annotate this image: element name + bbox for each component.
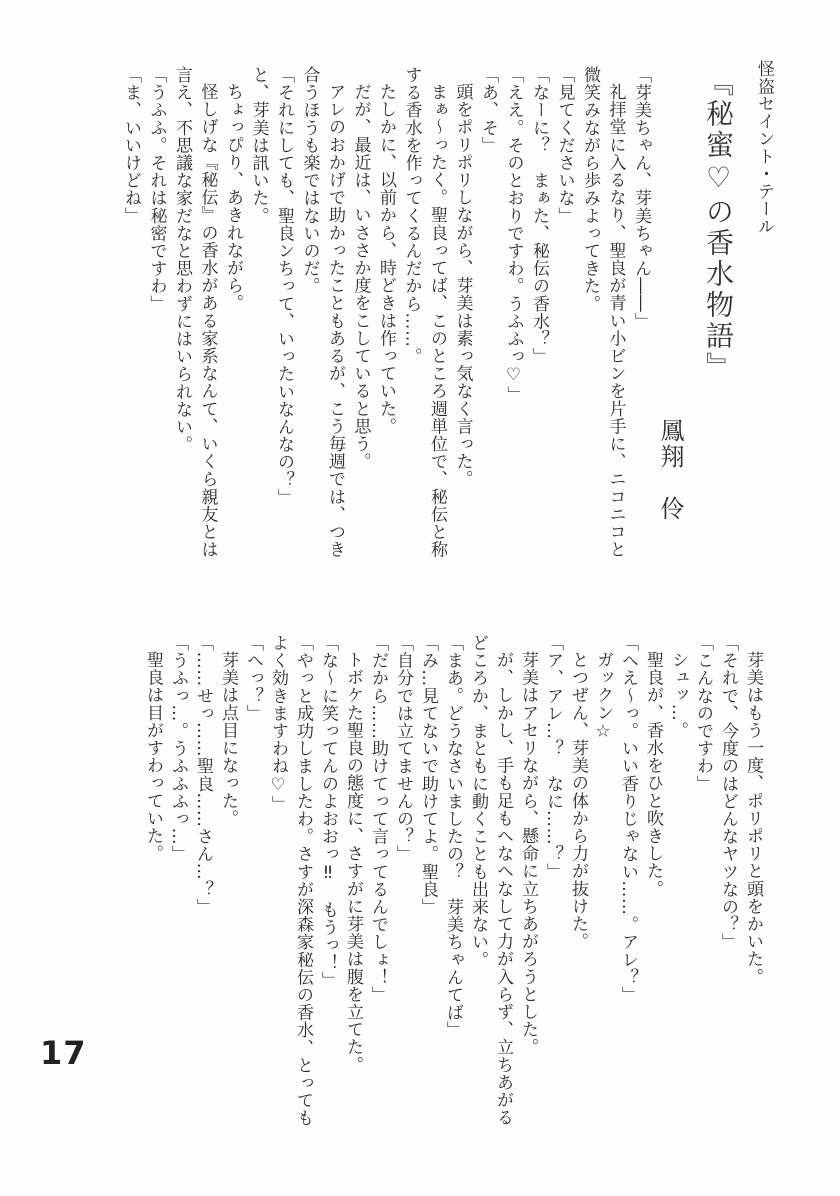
text-line: 礼拝堂に入るなり、聖良が青い小ビンを片手に、ニコニコと xyxy=(605,83,626,559)
text-line: アレのおかげで助かったこともあるが、こう毎週では、つき xyxy=(325,83,345,559)
text-line: 微笑みながら歩みよってきた。 xyxy=(580,66,600,313)
text-line: 「こんなのですわ」 xyxy=(693,634,713,793)
text-line: 「まあ。どうなさいましたの？ 芽美ちゃんてば」 xyxy=(443,634,463,1039)
text-line: 怪しげな『秘伝』の香水がある家系なんて、いくら親友とは xyxy=(197,83,218,559)
bottom-text-block xyxy=(140,634,765,1127)
text-line: よく効きますわね♡」 xyxy=(268,634,288,813)
text-line: 聖良は目がすわっていた。 xyxy=(143,651,163,863)
text-line: ちょっぴり、あきれながら。 xyxy=(223,83,243,312)
text-line: 聖良が、香水をひと吹きした。 xyxy=(643,651,663,898)
text-line: 「み…見てないで助けてよ。聖良」 xyxy=(418,634,438,916)
text-line: 芽美はアセリながら、懸命に立ちあがろうとした。 xyxy=(518,651,538,1056)
text-line: 言え、不思議な家だなと思わずにはいられない。 xyxy=(172,66,192,454)
page-number: 17 xyxy=(40,1034,87,1072)
text-line: 「うふふ。それは秘密ですわ」 xyxy=(146,66,167,313)
text-line: とつぜん、芽美の体から力が抜けた。 xyxy=(568,651,588,951)
text-line: まぁ〜ったく。聖良ってば、このところ週単位で、秘伝と称 xyxy=(427,83,447,559)
series-title: 怪盗セイント・テール xyxy=(754,60,774,235)
text-line: 「あ、そ」 xyxy=(478,66,498,154)
text-line: と、芽美は訊いた。 xyxy=(248,66,269,225)
text-line: 「ええ。そのとおりですわ。うふふっ♡」 xyxy=(503,66,524,404)
text-line: 「へっ？」 xyxy=(243,634,263,722)
text-line: する香水を作ってくるんだから……。 xyxy=(401,66,422,366)
text-line: 合うほうも楽ではないのだ。 xyxy=(299,66,320,295)
text-line: だが、最近は、いささか度をこしていると思う。 xyxy=(350,83,371,471)
text-line: 芽美は点目になった。 xyxy=(218,651,238,827)
text-line: 「ア、アレ…？ なに……？」 xyxy=(543,634,563,881)
text-line: 「だから……助けてって言ってるんでしょ！」 xyxy=(368,634,388,1004)
text-line: 「それで、今度のはどんなヤツなの？」 xyxy=(718,634,738,951)
text-line: 「うふっ…。うふふふっ…」 xyxy=(168,634,188,863)
text-line: シュッ…。 xyxy=(668,651,688,739)
author-name: 鳳翔 伶 xyxy=(656,418,684,522)
text-line: 「見てくださいな」 xyxy=(554,66,575,225)
text-line: 「な〜に笑ってんのよおおっ‼ もうっ！」 xyxy=(318,634,338,989)
text-line: 「……せっ……聖良……さん…？」 xyxy=(193,634,213,916)
text-line: 「へえ〜っ。いい香りじゃない……。アレ？」 xyxy=(618,634,638,1004)
top-text-block xyxy=(118,66,654,566)
text-line: 「ま、いいけどね」 xyxy=(121,66,141,225)
text-line: 「やっと成功しましたわ。さすが深森家秘伝の香水、とっても xyxy=(293,634,313,1127)
text-line: 芽美はもう一度、ポリポリと頭をかいた。 xyxy=(743,651,763,986)
text-line: たしかに、以前から、時どきは作っていた。 xyxy=(376,83,396,435)
text-line: 頭をポリポリしながら、芽美は素っ気なく言った。 xyxy=(452,83,473,488)
text-line: 「自分では立てませんの？」 xyxy=(393,634,413,863)
text-line: 「芽美ちゃん、芽美ちゃん――」 xyxy=(631,66,651,330)
text-line: が、しかし、手も足もへなへなして力が入らず、立ちあがる xyxy=(493,651,513,1127)
text-line: 「それにしても、聖良ンちって、いったいなんなの？」 xyxy=(274,66,294,506)
story-title: 『秘蜜♡の香水物語』 xyxy=(702,68,735,383)
text-line: トボケた聖良の態度に、さすがに芽美は腹を立てた。 xyxy=(343,651,363,1074)
text-line: ガックン☆ xyxy=(593,651,613,742)
text-line: どころか、まともに動くことも出来ない。 xyxy=(468,634,488,969)
text-line: 「なーに？ まぁた、秘伝の香水？」 xyxy=(529,66,549,366)
